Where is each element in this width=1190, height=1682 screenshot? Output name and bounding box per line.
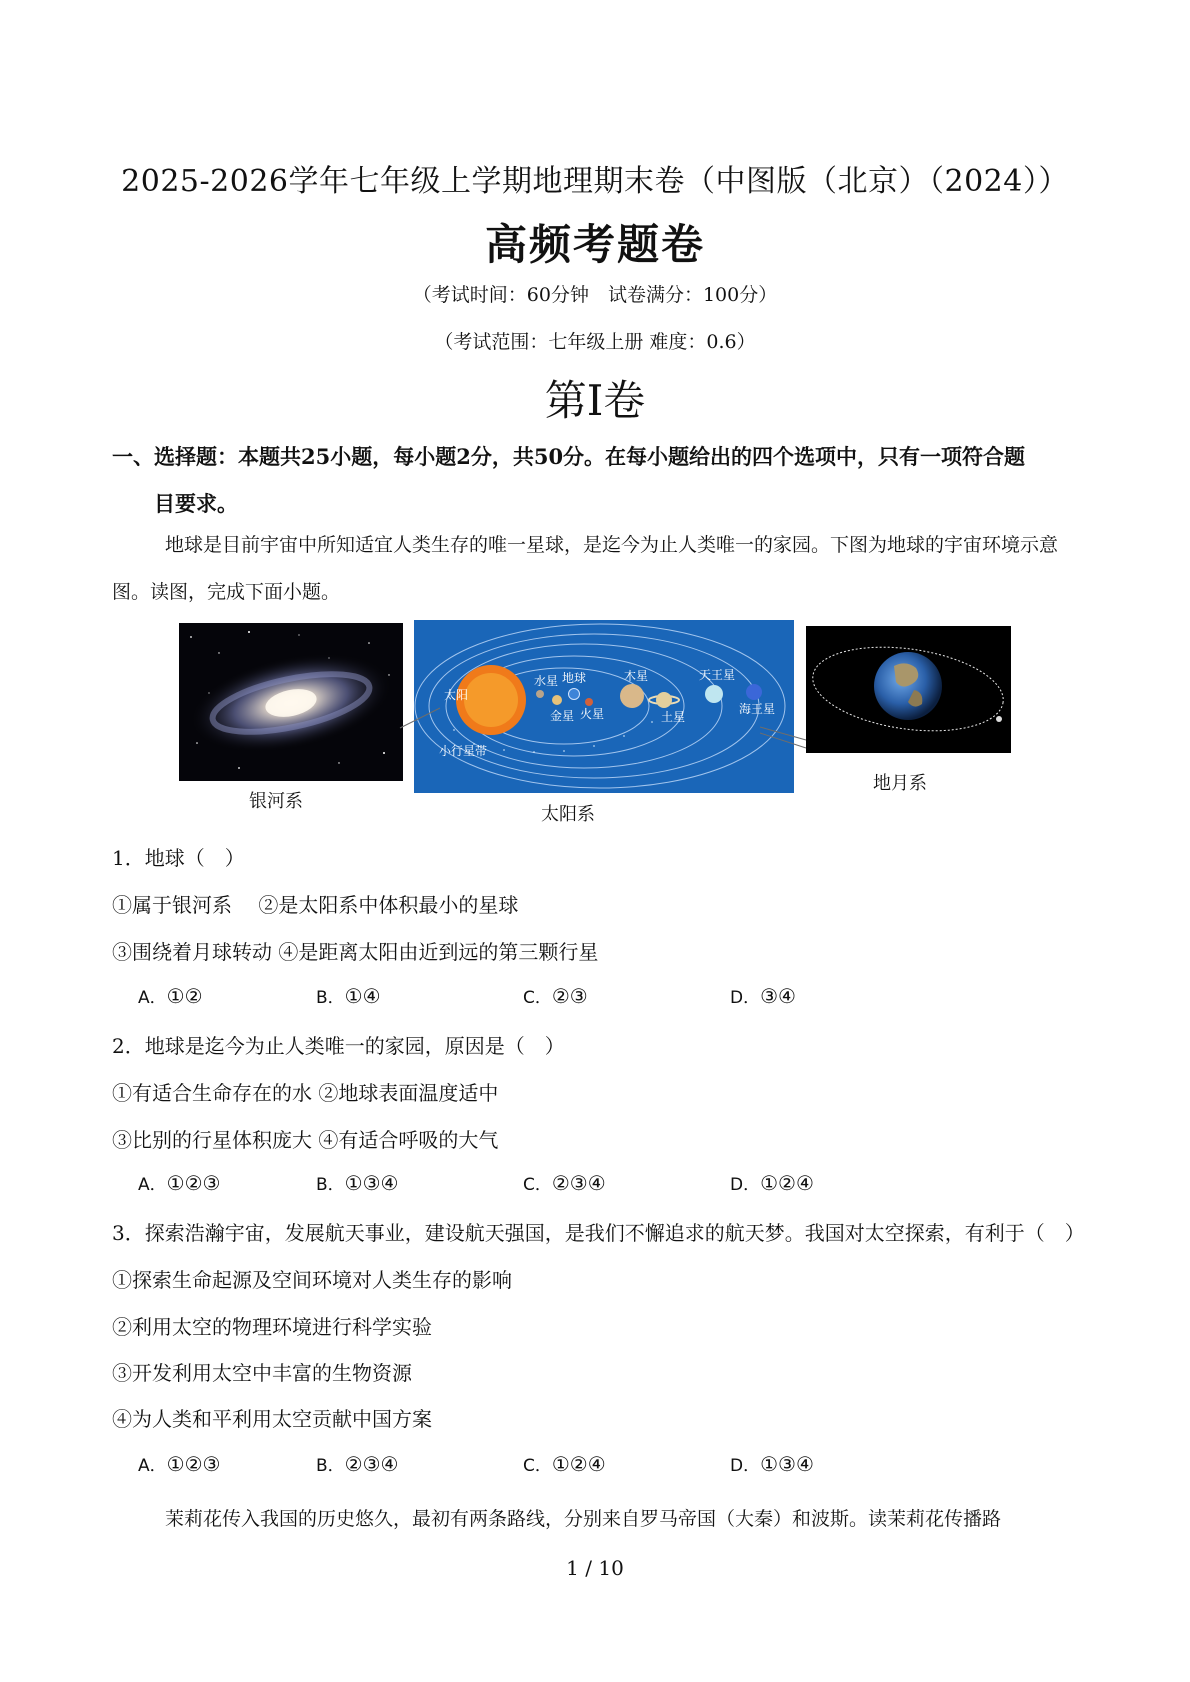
q1-statement-1: ①属于银河系 ②是太阳系中体积最小的星球 bbox=[112, 893, 519, 917]
q2-option-d[interactable]: D．①②④ bbox=[730, 1171, 814, 1195]
page-number: 1 / 10 bbox=[566, 1556, 624, 1580]
section-heading-line1: 一、选择题：本题共25小题，每小题2分，共50分。在每小题给出的四个选项中，只有一项符合题 bbox=[112, 444, 1026, 469]
q1-options bbox=[138, 983, 1038, 1013]
exam-subtitle: 高频考题卷 bbox=[484, 220, 705, 269]
earth-moon-image bbox=[806, 626, 1011, 753]
caption-solar-system: 太阳系 bbox=[541, 804, 595, 825]
q2-statement-1: ①有适合生命存在的水 ②地球表面温度适中 bbox=[112, 1081, 499, 1105]
q1-stem: 1．地球（ ） bbox=[112, 846, 245, 870]
label-neptune: 海王星 bbox=[739, 702, 776, 716]
intro-paragraph-2: 茉莉花传入我国的历史悠久，最初有两条路线，分别来自罗马帝国（大秦）和波斯。读茉莉花传播路 bbox=[165, 1508, 1002, 1530]
exam-time-info: （考试时间：60分钟 试卷满分：100分） bbox=[412, 284, 778, 306]
q1-option-d[interactable]: D．③④ bbox=[730, 984, 796, 1008]
caption-earth-moon: 地月系 bbox=[873, 773, 927, 794]
section-heading-line2: 目要求。 bbox=[154, 491, 238, 516]
q1-option-b[interactable]: B．①④ bbox=[316, 984, 381, 1008]
q1-option-a[interactable]: A．①② bbox=[138, 984, 203, 1008]
q3-statement-3: ③开发利用太空中丰富的生物资源 bbox=[112, 1361, 412, 1385]
label-mars: 火星 bbox=[580, 707, 605, 721]
q3-option-d[interactable]: D．①③④ bbox=[730, 1452, 814, 1476]
q2-statement-2: ③比别的行星体积庞大 ④有适合呼吸的大气 bbox=[112, 1128, 499, 1152]
label-asteroid-belt: 小行星带 bbox=[439, 744, 488, 758]
exam-title: 2025-2026学年七年级上学期地理期末卷（中图版（北京）（2024）） bbox=[121, 164, 1069, 199]
label-earth: 地球 bbox=[562, 671, 587, 685]
q2-option-b[interactable]: B．①③④ bbox=[316, 1171, 399, 1195]
q2-options bbox=[138, 1170, 1038, 1200]
label-saturn: 土星 bbox=[661, 710, 686, 724]
q3-option-a[interactable]: A．①②③ bbox=[138, 1452, 221, 1476]
q2-stem: 2．地球是迄今为止人类唯一的家园，原因是（ ） bbox=[112, 1034, 565, 1058]
label-jupiter: 木星 bbox=[624, 669, 649, 683]
q3-stem: 3．探索浩瀚宇宙，发展航天事业，建设航天强国，是我们不懈追求的航天梦。我国对太空探索，有利于（ ） bbox=[112, 1221, 1085, 1245]
label-sun: 太阳 bbox=[444, 688, 469, 702]
label-mercury: 水星 bbox=[534, 674, 559, 688]
label-venus: 金星 bbox=[550, 709, 575, 723]
q3-statement-1: ①探索生命起源及空间环境对人类生存的影响 bbox=[112, 1268, 512, 1292]
q3-option-b[interactable]: B．②③④ bbox=[316, 1452, 399, 1476]
volume-heading: 第I卷 bbox=[544, 376, 646, 425]
q3-statement-2: ②利用太空的物理环境进行科学实验 bbox=[112, 1315, 432, 1339]
q1-option-c[interactable]: C．②③ bbox=[523, 984, 588, 1008]
q2-option-a[interactable]: A．①②③ bbox=[138, 1171, 221, 1195]
q1-statement-2: ③围绕着月球转动 ④是距离太阳由近到远的第三颗行星 bbox=[112, 940, 599, 964]
intro-paragraph: 地球是目前宇宙中所知适宜人类生存的唯一星球，是迄今为止人类唯一的家园。下图为地球的宇宙环境示意图。读图，完成下面小题。 bbox=[112, 534, 1059, 603]
caption-galaxy: 银河系 bbox=[249, 791, 303, 812]
q3-options bbox=[138, 1451, 1038, 1481]
exam-scope-info: （考试范围：七年级上册 难度：0.6） bbox=[434, 331, 756, 353]
label-uranus: 天王星 bbox=[699, 668, 736, 682]
q3-statement-4: ④为人类和平利用太空贡献中国方案 bbox=[112, 1407, 432, 1431]
q2-option-c[interactable]: C．②③④ bbox=[523, 1171, 606, 1195]
q3-option-c[interactable]: C．①②④ bbox=[523, 1452, 606, 1476]
